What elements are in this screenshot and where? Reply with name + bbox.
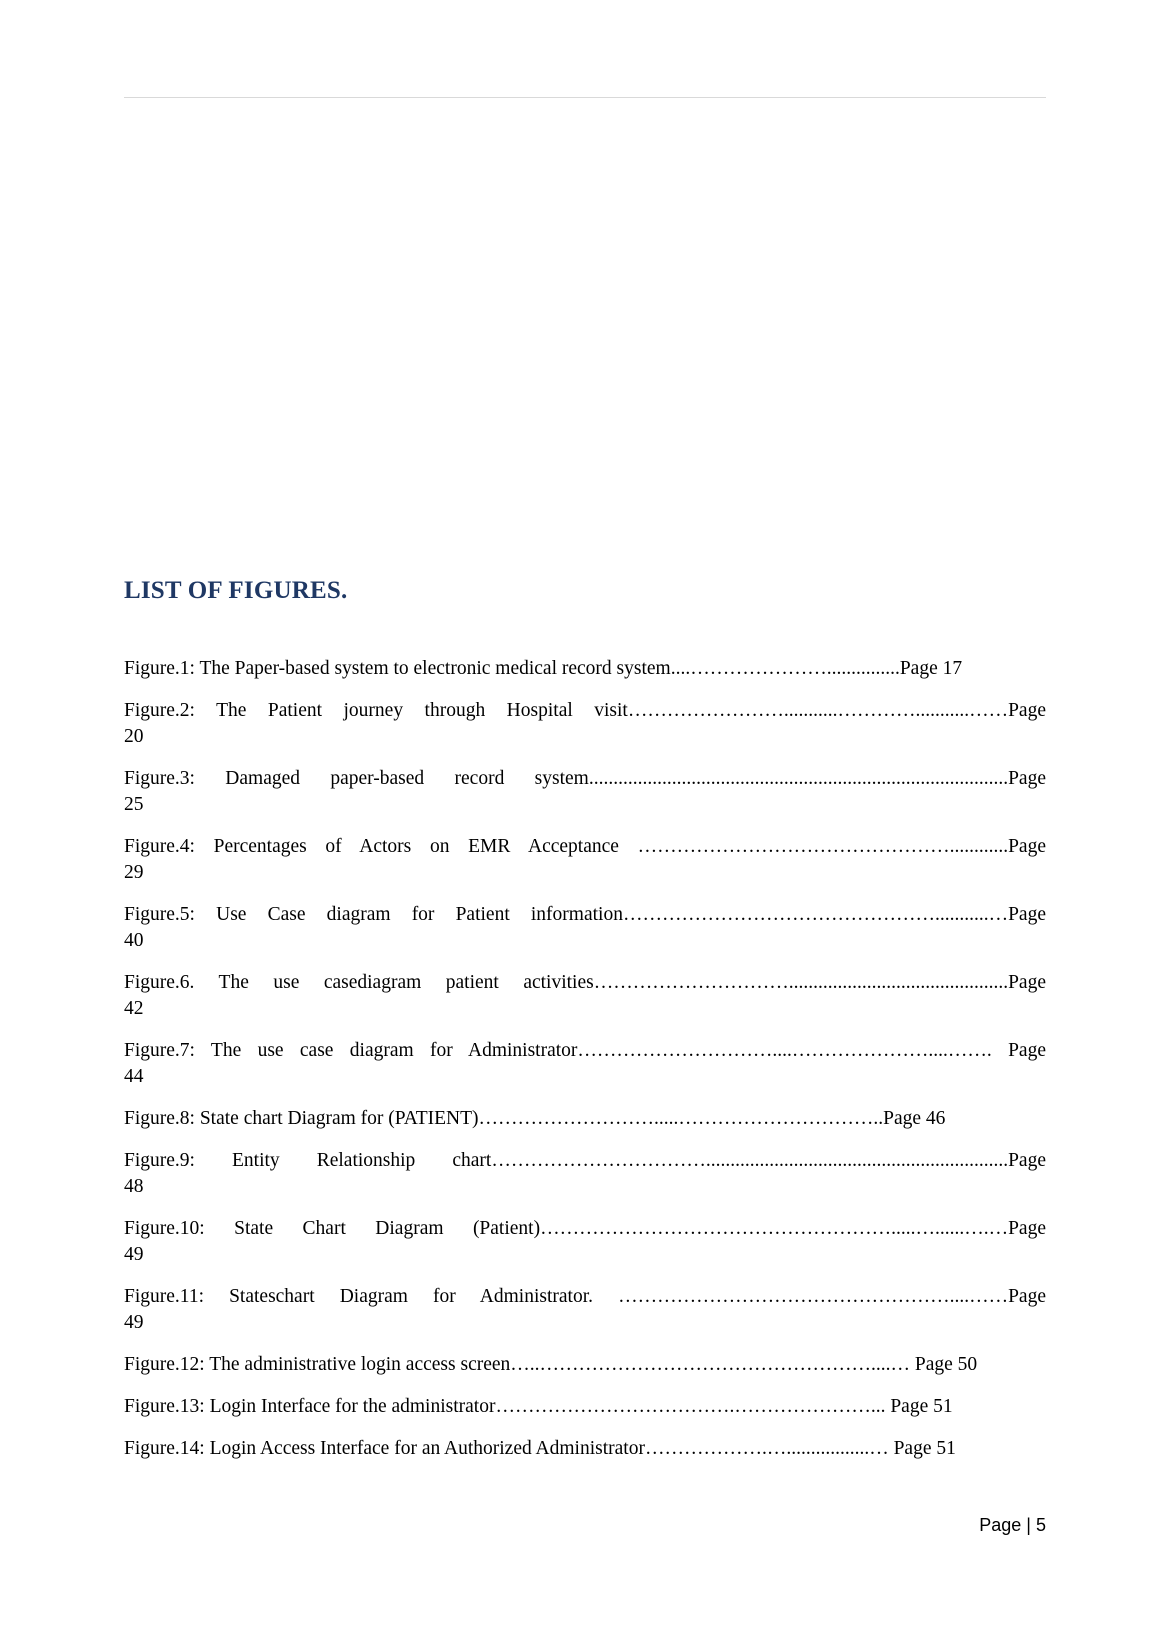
list-item <box>124 1038 1046 1090</box>
list-item <box>124 902 1046 954</box>
page-number-footer: Page | 5 <box>979 1515 1046 1535</box>
figure-entry-page-number: 42 <box>124 998 144 1019</box>
figure-entry-text: Figure.5: Use Case diagram for Patient information…………………………………………...........…Page <box>124 904 1046 925</box>
figure-entry-text: Figure.10: State Chart Diagram (Patient)……………………………………………….....…......….…Page <box>124 1218 1046 1239</box>
figure-entry-page-number: 49 <box>124 1312 144 1333</box>
list-item <box>124 1106 1046 1132</box>
figure-entry-text: Figure.3: Damaged paper-based record system......................................................................................Page <box>124 768 1046 789</box>
figure-entry-text: Figure.8: State chart Diagram for (PATIENT)……………………….....…………………………..Page 46 <box>124 1108 946 1129</box>
figure-entry-page-number: 48 <box>124 1176 144 1197</box>
figure-entry-text: Figure.9: Entity Relationship chart……………………………..............................................................Page <box>124 1150 1046 1171</box>
list-item <box>124 766 1046 818</box>
figure-entry-text: Figure.14: Login Access Interface for an Authorized Administrator……………….….................… Page 51 <box>124 1438 956 1459</box>
list-item <box>124 970 1046 1022</box>
figure-entry-page-number: 25 <box>124 794 144 815</box>
page-title: LIST OF FIGURES. <box>124 577 348 604</box>
list-item <box>124 698 1046 750</box>
figure-entry-text: Figure.11: Stateschart Diagram for Administrator. ……………………………………………....……Page <box>124 1286 1046 1307</box>
figure-entry-text: Figure.6. The use casediagram patient activities………………………….............................................Page <box>124 972 1046 993</box>
list-item <box>124 1216 1046 1268</box>
list-item <box>124 1394 1046 1420</box>
list-item <box>124 834 1046 886</box>
figure-entry-page-number: 49 <box>124 1244 144 1265</box>
figure-entry-text: Figure.13: Login Interface for the administrator……………………………….…………………... Page 51 <box>124 1396 953 1417</box>
figure-entry-text: Figure.7: The use case diagram for Administrator…………………………....…………………....……. Page <box>124 1040 1046 1061</box>
figure-entry-page-number: 44 <box>124 1066 144 1087</box>
list-item <box>124 1352 1046 1378</box>
list-item <box>124 656 1046 682</box>
figure-entry-page-number: 20 <box>124 726 144 747</box>
figure-entry-text: Figure.2: The Patient journey through Hospital visit……………………...........…………...........……Page <box>124 700 1046 721</box>
figure-entry-text: Figure.1: The Paper-based system to electronic medical record system....…………………...............Page 17 <box>124 658 963 679</box>
list-of-figures <box>124 656 1046 1478</box>
list-item <box>124 1284 1046 1336</box>
list-item <box>124 1148 1046 1200</box>
header-divider <box>124 97 1046 98</box>
figure-entry-text: Figure.12: The administrative login access screen…..……………………………………………....… Page 50 <box>124 1354 978 1375</box>
figure-entry-page-number: 29 <box>124 862 144 883</box>
figure-entry-page-number: 40 <box>124 930 144 951</box>
figure-entry-text: Figure.4: Percentages of Actors on EMR Acceptance …………………………………………............Page <box>124 836 1046 857</box>
list-item <box>124 1436 1046 1462</box>
